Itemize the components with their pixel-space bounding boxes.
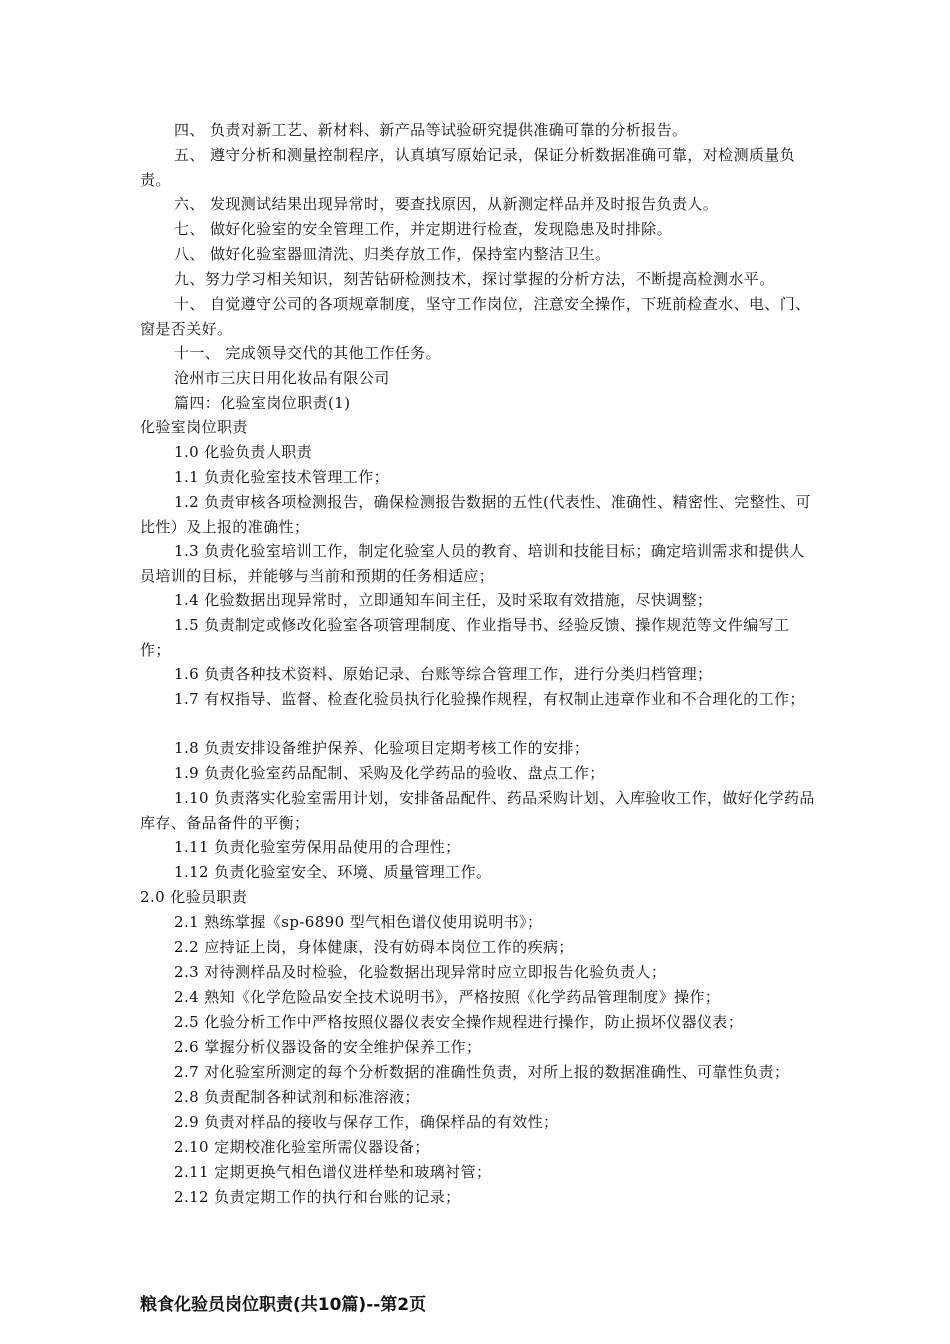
paragraph: 2.4 熟知《化学危险品安全技术说明书》，严格按照《化学药品管理制度》操作； xyxy=(174,988,721,1006)
paragraph: 六、 发现测试结果出现异常时，要查找原因，从新测定样品并及时报告负责人。 xyxy=(174,195,719,213)
paragraph: 1.4 化验数据出现异常时，立即通知车间主任，及时采取有效措施，尽快调整； xyxy=(174,591,713,609)
paragraph: 1.8 负责安排设备维护保养、化验项目定期考核工作的安排； xyxy=(174,739,590,757)
paragraph: 2.8 负责配制各种试剂和标准溶液； xyxy=(174,1088,420,1106)
paragraph: 1.1 负责化验室技术管理工作； xyxy=(174,468,390,486)
paragraph: 八、 做好化验室器皿清洗、归类存放工作，保持室内整洁卫生。 xyxy=(174,245,611,263)
paragraph: 十一、 完成领导交代的其他工作任务。 xyxy=(174,344,441,362)
paragraph: 2.3 对待测样品及时检验，化验数据出现异常时应立即报告化验负责人； xyxy=(174,963,667,981)
paragraph: 1.10 负责落实化验室需用计划，安排备品配件、药品采购计划、入库验收工作，做好化学药品库存、备品备件的平衡； xyxy=(140,789,815,832)
paragraph: 2.10 定期校准化验室所需仪器设备； xyxy=(174,1138,430,1156)
paragraph: 七、 做好化验室的安全管理工作，并定期进行检查，发现隐患及时排除。 xyxy=(174,220,672,238)
paragraph: 沧州市三庆日用化妆品有限公司 xyxy=(174,369,390,387)
paragraph: 1.2 负责审核各项检测报告，确保检测报告数据的五性(代表性、准确性、精密性、完整性、可比性）及上报的准确性； xyxy=(140,493,812,536)
paragraph: 2.7 对化验室所测定的每个分析数据的准确性负责，对所上报的数据准确性、可靠性负责； xyxy=(174,1063,790,1081)
paragraph: 2.11 定期更换气相色谱仪进样垫和玻璃衬管； xyxy=(174,1163,492,1181)
paragraph: 化验室岗位职责 xyxy=(140,418,248,436)
page-footer: 粮食化验员岗位职责(共10篇)--第2页 xyxy=(140,1295,427,1315)
paragraph: 2.0 化验员职责 xyxy=(140,888,248,906)
paragraph: 1.3 负责化验室培训工作，制定化验室人员的教育、培训和技能目标；确定培训需求和提供人员培训的目标，并能够与当前和预期的任务相适应； xyxy=(140,542,805,585)
paragraph: 九、努力学习相关知识，刻苦钻研检测技术，探讨掌握的分析方法，不断提高检测水平。 xyxy=(174,270,775,288)
paragraph: 1.7 有权指导、监督、检查化验员执行化验操作规程，有权制止违章作业和不合理化的工作； xyxy=(174,690,805,708)
paragraph: 1.11 负责化验室劳保用品使用的合理性； xyxy=(174,838,461,856)
paragraph: 2.2 应持证上岗，身体健康，没有妨碍本岗位工作的疾病； xyxy=(174,938,574,956)
paragraph: 2.9 负责对样品的接收与保存工作，确保样品的有效性； xyxy=(174,1113,559,1131)
paragraph: 四、 负责对新工艺、新材料、新产品等试验研究提供准确可靠的分析报告。 xyxy=(174,121,688,139)
paragraph: 2.12 负责定期工作的执行和台账的记录； xyxy=(174,1188,461,1206)
paragraph: 十、 自觉遵守公司的各项规章制度，坚守工作岗位，注意安全操作，下班前检查水、电、门、窗是否关好。 xyxy=(140,295,811,338)
paragraph: 篇四：化验室岗位职责(1) xyxy=(174,394,351,412)
paragraph: 1.0 化验负责人职责 xyxy=(174,443,313,461)
paragraph: 1.6 负责各种技术资料、原始记录、台账等综合管理工作，进行分类归档管理； xyxy=(174,665,713,683)
paragraph: 1.5 负责制定或修改化验室各项管理制度、作业指导书、经验反馈、操作规范等文件编写工作； xyxy=(140,616,790,659)
paragraph: 2.6 掌握分析仪器设备的安全维护保养工作； xyxy=(174,1038,482,1056)
paragraph: 五、 遵守分析和测量控制程序，认真填写原始记录，保证分析数据准确可靠，对检测质量负责。 xyxy=(140,146,796,189)
paragraph: 1.9 负责化验室药品配制、采购及化学药品的验收、盘点工作； xyxy=(174,764,605,782)
paragraph: 2.5 化验分析工作中严格按照仪器仪表安全操作规程进行操作，防止损坏仪器仪表； xyxy=(174,1013,744,1031)
paragraph: 1.12 负责化验室安全、环境、质量管理工作。 xyxy=(174,863,492,881)
paragraph: 2.1 熟练掌握《sp-6890 型气相色谱仪使用说明书》； xyxy=(174,913,543,931)
